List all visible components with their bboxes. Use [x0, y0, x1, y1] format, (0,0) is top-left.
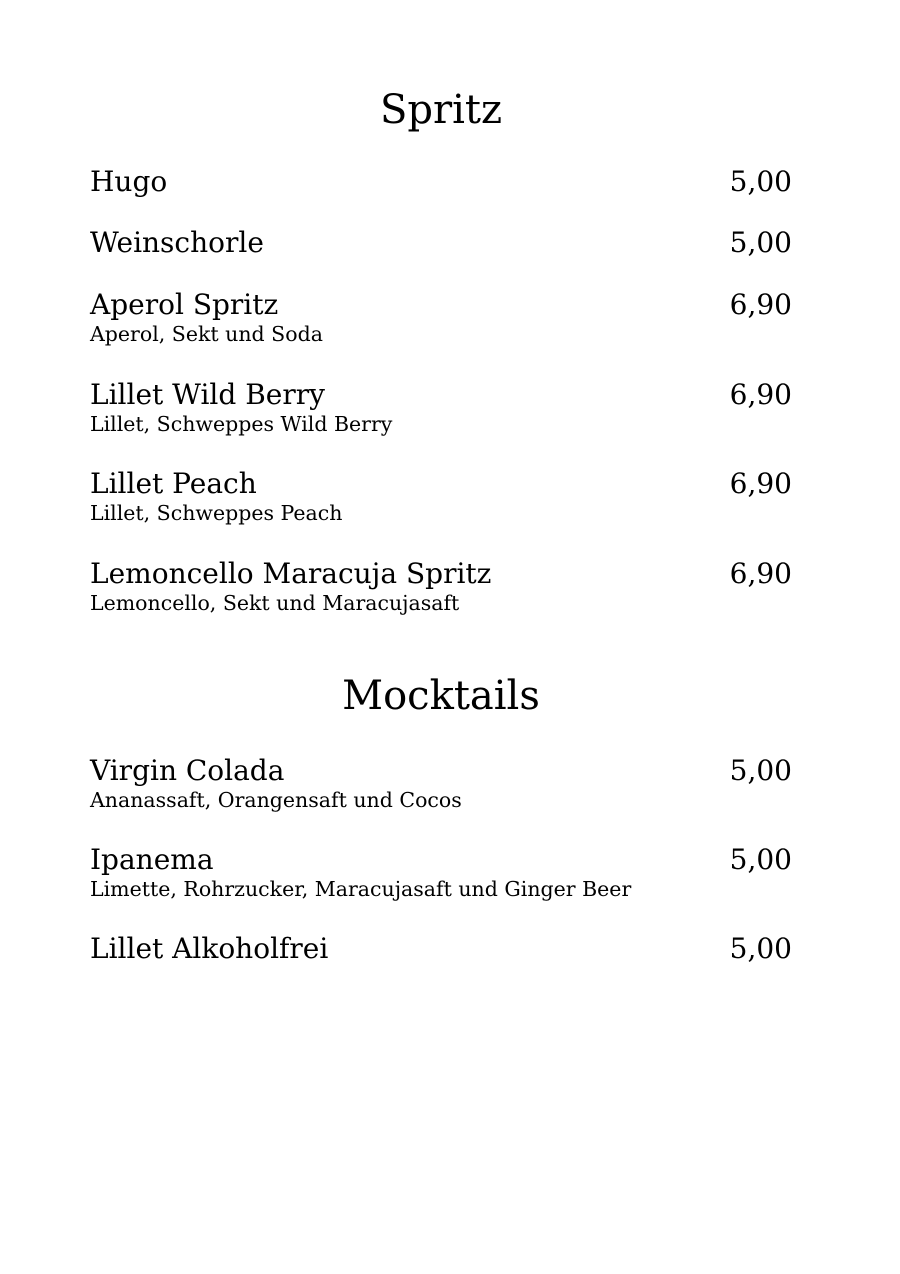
item-description: Aperol, Sekt und Soda [90, 322, 323, 346]
item-name: Lemoncello Maracuja Spritz [90, 557, 492, 590]
item-price: 6,90 [729, 557, 792, 590]
menu-item [90, 844, 792, 902]
menu-item [90, 933, 792, 965]
item-name: Ipanema [90, 843, 214, 876]
item-price: 6,90 [729, 378, 792, 411]
menu-item [90, 289, 792, 347]
item-name: Lillet Alkoholfrei [90, 932, 329, 965]
item-description: Lillet, Schweppes Wild Berry [90, 412, 393, 436]
item-description: Ananassaft, Orangensaft und Cocos [90, 788, 462, 812]
menu-item [90, 468, 792, 526]
section-spritz [90, 86, 792, 615]
item-price: 6,90 [729, 288, 792, 321]
menu-item [90, 755, 792, 813]
item-name: Virgin Colada [90, 754, 285, 787]
item-name: Lillet Wild Berry [90, 378, 325, 411]
menu-item [90, 227, 792, 259]
item-price: 5,00 [729, 843, 792, 876]
menu-item [90, 379, 792, 437]
item-name: Hugo [90, 165, 168, 198]
item-price: 5,00 [729, 165, 792, 198]
item-price: 5,00 [729, 932, 792, 965]
item-name: Weinschorle [90, 226, 264, 259]
item-name: Aperol Spritz [90, 288, 279, 321]
item-description: Lillet, Schweppes Peach [90, 501, 343, 525]
item-name: Lillet Peach [90, 467, 257, 500]
item-price: 5,00 [729, 226, 792, 259]
item-description: Limette, Rohrzucker, Maracujasaft und Ginger Beer [90, 877, 632, 901]
item-price: 5,00 [729, 754, 792, 787]
item-price: 6,90 [729, 467, 792, 500]
section-title: Spritz [379, 87, 503, 133]
section-title: Mocktails [342, 673, 540, 719]
item-description: Lemoncello, Sekt und Maracujasaft [90, 591, 460, 615]
menu-item [90, 558, 792, 616]
menu-item [90, 166, 792, 198]
section-mocktails [90, 672, 792, 965]
